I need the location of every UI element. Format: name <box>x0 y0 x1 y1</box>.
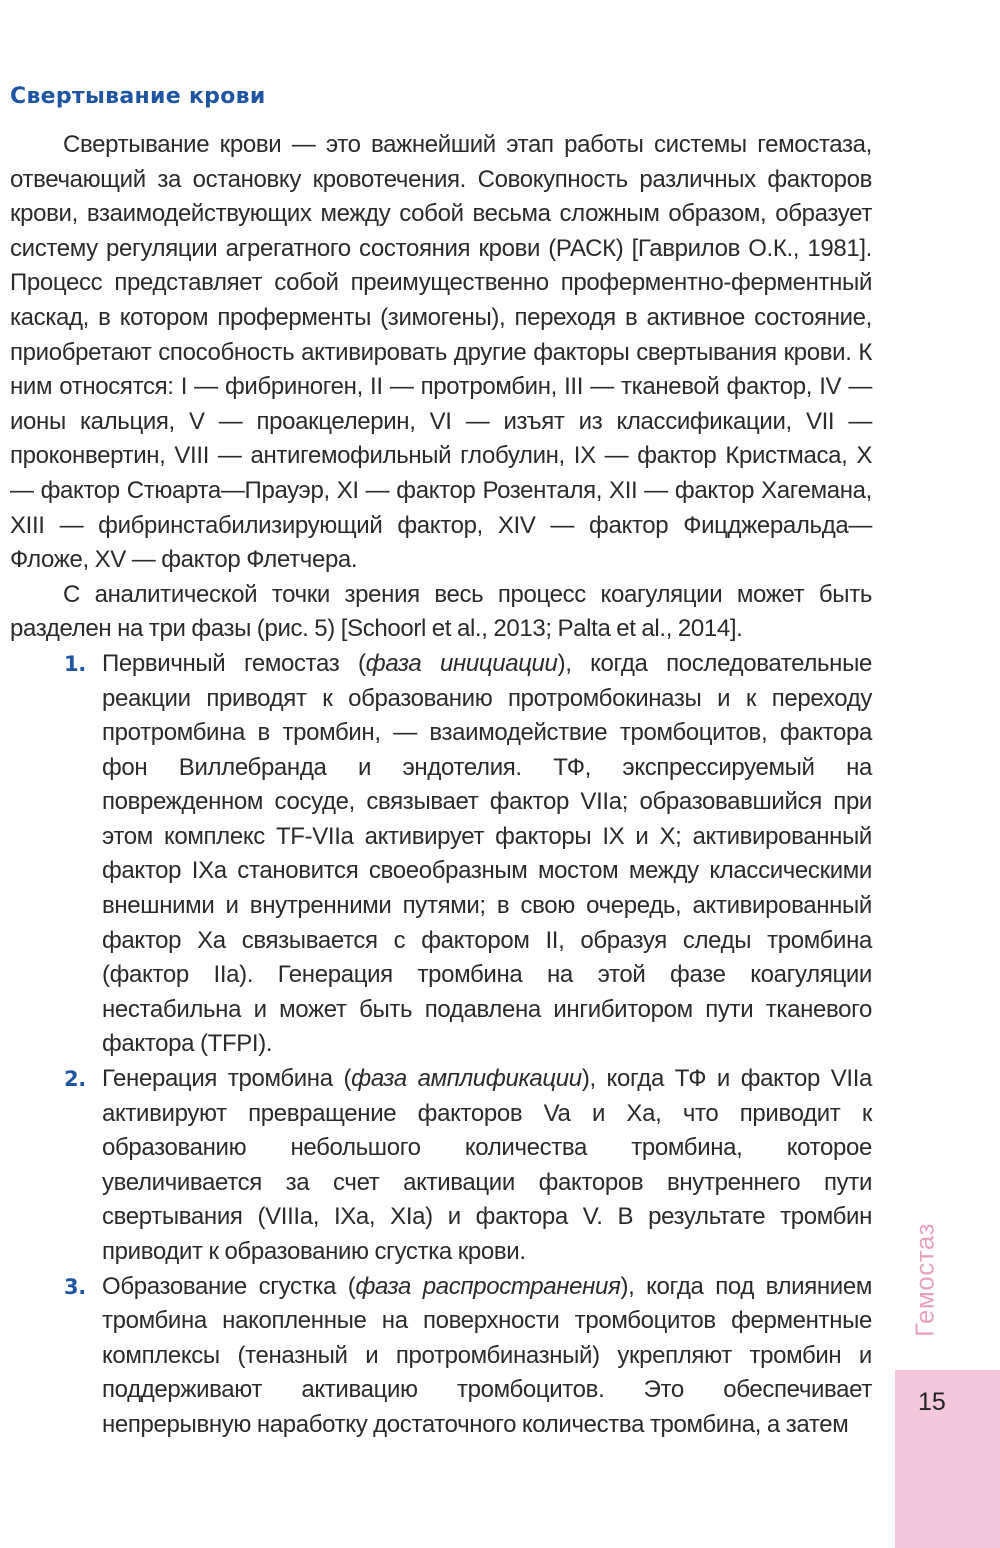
list-item-text <box>102 1270 872 1443</box>
phase-description: ), когда ТФ и фактор VIIa активируют превращение факторов Va и Xa, что приводит к образованию небольшого количества тромбина, которое увеличивается за счет активации факторов внутреннего пути свертывания (VIIIa, IXa, XIa) и фактора V. В результате тромбин приводит к образованию сгустка крови. <box>102 1065 873 1265</box>
phase-lead: Первичный гемостаз ( <box>102 649 366 677</box>
phase-name: фаза инициации <box>365 649 558 677</box>
phase-description: ), когда последовательные реакции приводят к образованию протромбокиназы и к переходу протромбина в тромбин, — взаимодействие тромбоцитов, фактора фон Виллебранда и эндотелия. ТФ, экспрессируемый на поврежденном сосуде, связывает фактор VIIa; образовавшийся при этом комплекс TF-VIIa активирует факторы IX и X; активированный фактор IXa становится своеобразным мостом между классическими внешними и внутренними путями; в свою очередь, активированный фактор Xa связывается с фактором II, образуя следы тромбина (фактор IIa). Генерация тромбина на этой фазе коагуляции нестабильна и может быть подавлена ингибитором пути тканевого фактора (TFPI). <box>102 649 872 1058</box>
list-number: 2. <box>64 1067 86 1092</box>
paragraph-intro: Свертывание крови — это важнейший этап работы системы гемостаза, отвечающий за остановку кровотечения. Совокупность различных факторов крови, взаимодействующих между собой весьма сложным образом, образует систему регуляции агрегатного состояния крови (РАСК) [Гаврилов О.К., 1981]. Процесс представляет собой преимущественно проферментно-ферментный каскад, в котором проферменты (зимогены), переходя в активное состояние, приобретают способность активировать другие факторы свертывания крови. К ним относятся: I — фибриноген, II — протромбин, III — тканевой фактор, IV — ионы кальция, V — проакцелерин, VI — изъят из классификации, VII — проконвертин, VIII — антигемофильный глобулин, IX — фактор Кристмаса, X — фактор Стюарта—Прауэр, XI — фактор Розенталя, XII — фактор Хагемана, XIII — фибринстабилизирующий фактор, XIV — фактор Фицджеральда—Фложе, XV — фактор Флетчера. <box>10 131 872 574</box>
phase-name: фаза амплификации <box>351 1065 582 1093</box>
page-number-tab <box>895 1370 1000 1548</box>
list-item-text <box>102 1062 872 1270</box>
body-text <box>10 128 872 1443</box>
list-item-phase-1 <box>10 647 872 1062</box>
list-number: 3. <box>64 1274 86 1299</box>
list-item-phase-2 <box>10 1062 872 1270</box>
chapter-title: Гемостаз <box>909 1223 940 1337</box>
section-heading: Свертывание крови <box>10 84 266 109</box>
phase-name: фаза распространения <box>355 1272 621 1300</box>
page-number: 15 <box>918 1388 946 1416</box>
phase-lead: Образование сгустка ( <box>102 1272 356 1300</box>
chapter-side-label <box>905 1200 945 1360</box>
paragraph-phases-intro: С аналитической точки зрения весь процесс коагуляции может быть разделен на три фазы (рис. 5) [Schoorl et al., 2013; Palta et al., 2014]. <box>10 580 872 643</box>
phase-list <box>10 647 872 1443</box>
phase-description: ), когда под влиянием тромбина накопленные на поверхности тромбоцитов ферментные комплексы (теназный и протромбиназный) укрепляют тромбин и поддерживают активацию тромбоцитов. Это обеспечивает непрерывную наработку достаточного количества тромбина, а затем <box>102 1272 872 1438</box>
list-item-phase-3 <box>10 1270 872 1443</box>
list-number: 1. <box>64 651 86 676</box>
list-item-text <box>102 647 872 1062</box>
phase-lead: Генерация тромбина ( <box>102 1065 352 1093</box>
